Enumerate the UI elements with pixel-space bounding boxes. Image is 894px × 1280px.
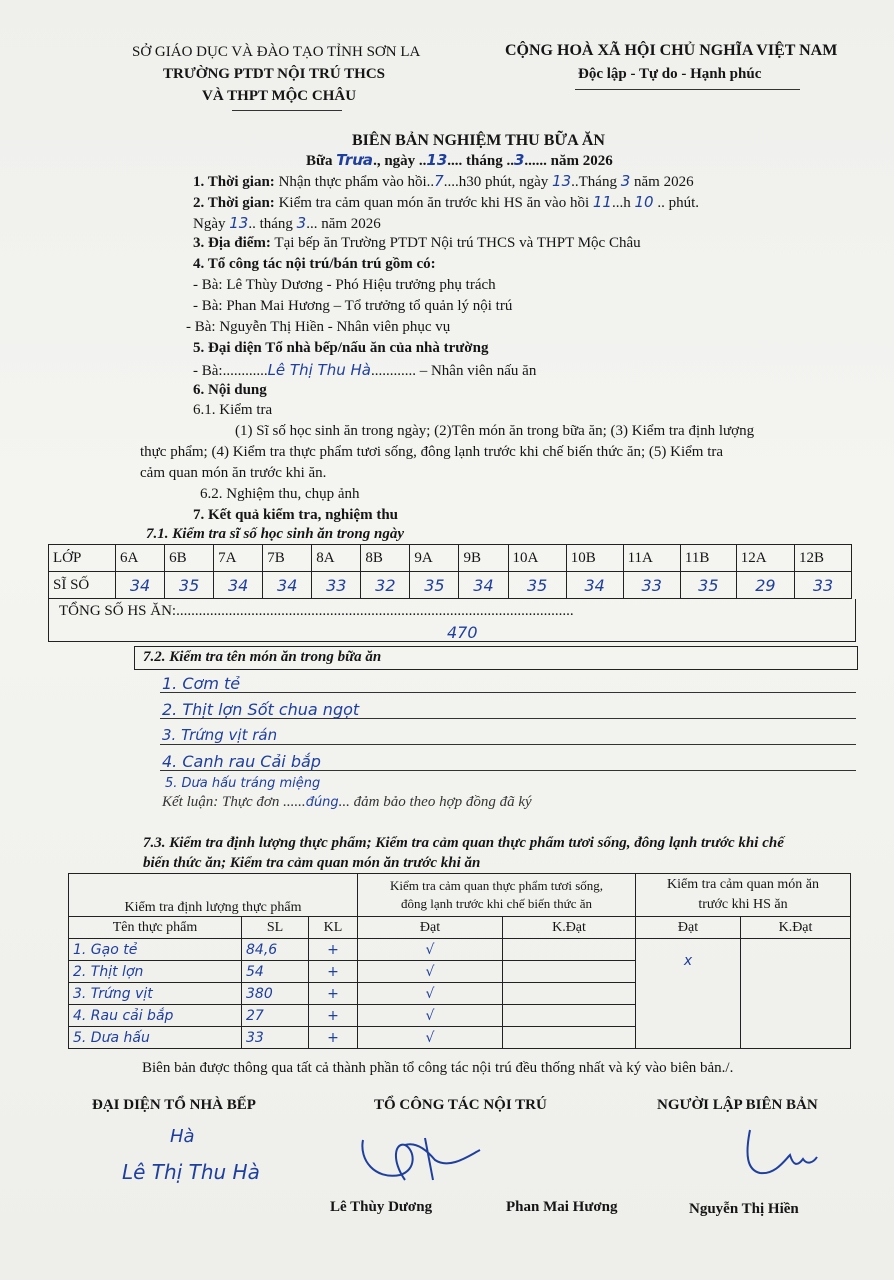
meal-value: Trưa <box>336 151 374 169</box>
dish-item: 5. Dưa hấu tráng miệng <box>165 776 321 791</box>
food-name: 1. Gạo tẻ <box>69 939 242 961</box>
cook-name: Lê Thị Thu Hà <box>267 361 371 379</box>
food-ok: √ <box>358 1005 503 1027</box>
food-ok: √ <box>358 939 503 961</box>
header-fresh <box>358 874 636 917</box>
content-sub1: 6.1. Kiểm tra <box>193 402 273 418</box>
food-sl: 33 <box>242 1027 309 1049</box>
table-cell: 34 <box>116 572 165 599</box>
place-line <box>193 235 641 252</box>
text: trước khi HS ăn <box>698 897 788 912</box>
table-cell: 33 <box>623 572 680 599</box>
table-cell: 12B <box>795 545 852 572</box>
table-cell: 9A <box>410 545 459 572</box>
dish-ok-mark: x <box>636 939 741 1049</box>
minute-value: 30 <box>466 174 482 190</box>
text: đông lạnh trước khi chế biến thức ăn <box>401 896 592 911</box>
table-cell: 33 <box>312 572 361 599</box>
food-kl: + <box>309 939 358 961</box>
text: Nhận thực phẩm vào hồi.. <box>274 174 435 190</box>
total-value: 470 <box>447 623 478 642</box>
kitchen-member <box>193 361 536 380</box>
team-member-3: - Bà: Nguyễn Thị Hiền - Nhân viên phục vụ <box>186 319 451 335</box>
dish-section-box <box>134 646 858 670</box>
text: phút, ngày <box>481 174 553 190</box>
food-kl: + <box>309 961 358 983</box>
closing-text: Biên bản được thông qua tất cả thành phần tổ công tác nội trú đều thống nhất và ký vào biên bản./. <box>142 1060 734 1076</box>
table-cell: 12A <box>736 545 794 572</box>
table-cell: 7A <box>214 545 263 572</box>
col-sl: SL <box>242 917 309 939</box>
table-cell: 34 <box>459 572 508 599</box>
table-row <box>49 545 852 572</box>
hour-value: 11 <box>592 193 612 211</box>
text: ....h <box>443 174 467 190</box>
dept-name: SỞ GIÁO DỤC VÀ ĐÀO TẠO TỈNH SƠN LA <box>132 44 421 60</box>
text: năm 2026 <box>630 174 694 190</box>
food-nok <box>503 983 636 1005</box>
school-name-1: TRƯỜNG PTDT NỘI TRÚ THCS <box>163 66 385 82</box>
day-value: 13 <box>426 151 448 169</box>
text: Kiểm tra cảm quan món ăn trước khi HS ăn vào hồi <box>274 195 593 211</box>
hour-value: 7 <box>434 172 444 190</box>
team-member-2: - Bà: Phan Mai Hương – Tổ trưởng tổ quản lý nội trú <box>193 298 513 314</box>
food-ok: √ <box>358 1027 503 1049</box>
text: ... năm 2026 <box>306 216 381 232</box>
text: .... tháng .. <box>447 153 514 169</box>
table-cell: 35 <box>508 572 566 599</box>
table-cell: 34 <box>214 572 263 599</box>
dish-item: 1. Cơm tẻ <box>162 674 241 693</box>
dish-nok <box>741 939 851 1049</box>
table-cell: 32 <box>361 572 410 599</box>
month-value: 3 <box>620 172 631 190</box>
food-name: 3. Trứng vịt <box>69 983 242 1005</box>
text: Kết luận: Thực đơn ...... <box>162 794 306 810</box>
table-cell: 8A <box>312 545 361 572</box>
table-cell: 34 <box>566 572 623 599</box>
writer-sign-title: NGƯỜI LẬP BIÊN BẢN <box>657 1097 818 1113</box>
signer-name-2: Phan Mai Hương <box>506 1199 618 1215</box>
signature-image <box>355 1120 485 1200</box>
food-sl: 54 <box>242 961 309 983</box>
food-sl: 27 <box>242 1005 309 1027</box>
team-sign-title: TỔ CÔNG TÁC NỘI TRÚ <box>374 1097 547 1113</box>
team-member-1: - Bà: Lê Thùy Dương - Phó Hiệu trưởng phụ trách <box>193 277 496 293</box>
result-heading: 7. Kết quả kiểm tra, nghiệm thu <box>193 507 399 523</box>
food-nok <box>503 939 636 961</box>
col-kl: KL <box>309 917 358 939</box>
text: ... đảm bảo theo hợp đồng đã ký <box>338 794 532 810</box>
table-row <box>69 917 851 939</box>
text: ...... năm 2026 <box>524 153 613 169</box>
dish-item: 2. Thịt lợn Sốt chua ngọt <box>162 700 360 719</box>
table-row <box>69 939 851 961</box>
table-cell: 35 <box>410 572 459 599</box>
text: Tại bếp ăn Trường PTDT Nội trú THCS và THPT Mộc Châu <box>270 235 641 251</box>
time-check-date <box>193 214 381 233</box>
doc-title: BIÊN BẢN NGHIỆM THU BỮA ĂN <box>352 132 605 149</box>
text: ., ngày .. <box>373 153 427 169</box>
content-para-1: (1) Sĩ số học sinh ăn trong ngày; (2)Tên món ăn trong bữa ăn; (3) Kiểm tra định lượng <box>235 423 755 439</box>
col-ok2: Đạt <box>636 917 741 939</box>
label: 1. Thời gian: <box>193 174 275 190</box>
table-cell: 34 <box>263 572 312 599</box>
col-ok: Đạt <box>358 917 503 939</box>
signer-name-3: Nguyễn Thị Hiền <box>689 1201 799 1217</box>
food-nok <box>503 961 636 983</box>
class-label-cell: LỚP <box>49 545 116 572</box>
day-value: 13 <box>229 214 249 232</box>
text: - Bà:............ <box>193 363 268 379</box>
conclusion-value: đúng <box>305 795 339 810</box>
food-kl: + <box>309 1027 358 1049</box>
size-label-cell: SĨ SỐ <box>49 572 116 599</box>
table-cell: 33 <box>795 572 852 599</box>
time-check-line <box>193 193 699 212</box>
month-value: 3 <box>513 151 525 169</box>
label: 2. Thời gian: <box>193 195 275 211</box>
result-sub-73-a: 7.3. Kiểm tra định lượng thực phẩm; Kiểm tra cảm quan thực phẩm tươi sống, đông lạnh trước khi chế <box>143 835 784 851</box>
result-sub-71: 7.1. Kiểm tra sĩ số học sinh ăn trong ngày <box>146 526 404 542</box>
school-name-2: VÀ THPT MỘC CHÂU <box>202 88 357 104</box>
day-value: 13 <box>552 172 572 190</box>
food-sl: 84,6 <box>242 939 309 961</box>
result-sub-72: 7.2. Kiểm tra tên món ăn trong bữa ăn <box>143 649 382 665</box>
kitchen-heading: 5. Đại diện Tổ nhà bếp/nấu ăn của nhà trường <box>193 340 489 356</box>
result-sub-73-b: biến thức ăn; Kiểm tra cảm quan món ăn trước khi ăn <box>143 855 481 871</box>
table-cell: 35 <box>165 572 214 599</box>
food-name: 2. Thịt lợn <box>69 961 242 983</box>
month-value: 3 <box>296 214 307 232</box>
text: Bữa <box>306 153 337 169</box>
food-kl: + <box>309 983 358 1005</box>
time-receive-line <box>193 172 694 191</box>
quantity-table <box>68 873 851 1049</box>
meal-line <box>306 151 613 170</box>
conclusion-line <box>162 794 532 811</box>
table-cell: 6B <box>165 545 214 572</box>
text: .. phút. <box>653 195 699 211</box>
total-box <box>48 599 856 642</box>
text: ............ – Nhân viên nấu ăn <box>370 363 537 379</box>
table-cell: 10B <box>566 545 623 572</box>
table-cell: 7B <box>263 545 312 572</box>
food-nok <box>503 1005 636 1027</box>
col-name: Tên thực phẩm <box>69 917 242 939</box>
divider <box>575 89 800 90</box>
minute-value: 10 <box>634 193 654 211</box>
table-cell: 9B <box>459 545 508 572</box>
team-heading: 4. Tổ công tác nội trú/bán trú gồm có: <box>193 256 436 272</box>
dish-item: 4. Canh rau Cải bắp <box>162 752 321 771</box>
table-cell: 6A <box>116 545 165 572</box>
food-ok: √ <box>358 961 503 983</box>
header-dish <box>636 874 851 917</box>
text: Ngày <box>193 216 230 232</box>
text: Kiểm tra cảm quan món ăn <box>666 877 819 892</box>
divider <box>232 110 342 111</box>
table-cell: 11A <box>623 545 680 572</box>
content-heading: 6. Nội dung <box>193 382 267 398</box>
food-sl: 380 <box>242 983 309 1005</box>
text: ..Tháng <box>571 174 621 190</box>
text: .. tháng <box>248 216 297 232</box>
total-label: TỔNG SỐ HS ĂN:.......................................................................................................... <box>59 603 574 619</box>
nation-name: CỘNG HOÀ XÃ HỘI CHỦ NGHĨA VIỆT NAM <box>505 42 838 59</box>
header-qty: Kiểm tra định lượng thực phẩm <box>69 874 358 917</box>
motto: Độc lập - Tự do - Hạnh phúc <box>578 66 762 82</box>
food-nok <box>503 1027 636 1049</box>
kitchen-handwritten-name: Lê Thị Thu Hà <box>122 1160 260 1184</box>
food-ok: √ <box>358 983 503 1005</box>
text: Kiểm tra cảm quan thực phẩm tươi sống, <box>389 878 604 893</box>
signature-image <box>735 1125 825 1185</box>
signer-name-1: Lê Thùy Dương <box>330 1199 433 1215</box>
kitchen-signature-mark: Hà <box>170 1126 195 1147</box>
text: ...h <box>611 195 635 211</box>
content-para-2: thực phẩm; (4) Kiểm tra thực phẩm tươi sống, đông lạnh trước khi chế biến thức ăn; (5) Kiểm tra <box>140 444 724 460</box>
col-nok: K.Đạt <box>503 917 636 939</box>
label: 3. Địa điểm: <box>193 235 271 251</box>
dish-item: 3. Trứng vịt rán <box>162 726 278 744</box>
table-cell: 10A <box>508 545 566 572</box>
content-sub2: 6.2. Nghiệm thu, chụp ảnh <box>200 486 360 502</box>
table-row <box>49 572 852 599</box>
divider <box>160 744 856 745</box>
content-para-3: cảm quan món ăn trước khi ăn. <box>140 465 327 481</box>
table-cell: 35 <box>680 572 736 599</box>
table-row <box>69 874 851 917</box>
table-cell: 11B <box>680 545 736 572</box>
divider <box>160 692 856 693</box>
food-kl: + <box>309 1005 358 1027</box>
table-cell: 8B <box>361 545 410 572</box>
col-nok2: K.Đạt <box>741 917 851 939</box>
kitchen-sign-title: ĐẠI DIỆN TỔ NHÀ BẾP <box>92 1097 256 1113</box>
food-name: 4. Rau cải bắp <box>69 1005 242 1027</box>
class-size-table <box>48 544 852 599</box>
food-name: 5. Dưa hấu <box>69 1027 242 1049</box>
table-cell: 29 <box>736 572 794 599</box>
